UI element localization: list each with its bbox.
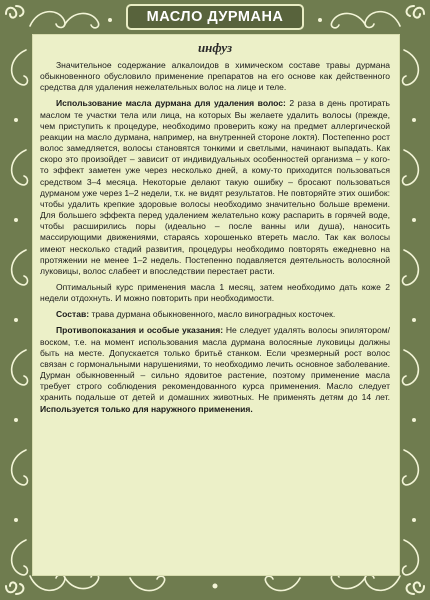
contraindications-paragraph (40, 325, 390, 414)
usage-paragraph (40, 98, 390, 277)
intro-paragraph (40, 60, 390, 93)
composition-paragraph (40, 309, 390, 320)
page-subtitle: инфуз (197, 40, 233, 55)
course-paragraph (40, 282, 390, 304)
page-title: МАСЛО ДУРМАНА (146, 9, 284, 25)
title-plate (126, 4, 304, 30)
intro-text: Значительное содержание алкалоидов в химическом составе травы дурмана обыкновенного обусловило применение препаратов на его основе как действенного средства для удаления нежелательных волос на лице и теле. (40, 60, 390, 93)
usage-heading: Использование масла дурмана для удаления волос: (56, 98, 286, 109)
contraindications-heading: Противопоказания и особые указания: (56, 325, 224, 336)
usage-text: 2 раза в день протирать маслом те участки тела или лица, на которых Вы желаете удалить волосы (прежде, чем приступить к процедуре, необходимо проверить кожу на предмет аллергической реакции на масло дурмана, например, на внутренней стороне локтя). Постепенно рост волос замедляется, волосы становятся тонкими и светлыми, начинают выпадать. Как скоро это произойдет – зависит от индивидуальных особенностей организма – у кого-то эффект заметен уже через несколько дней, а кому-то приходится пользоваться средством 3–4 месяца. Некоторые делают такую ошибку – бросают пользоваться дурманом уже через 1–2 недели, т.к. не видят результатов. Не повторяйте этих ошибок: чтобы удалить крепкие здоровые волосы необходимо значительно больше времени. Для большего эффекта перед удалением желательно кожу распарить в горячей воде, чтобы расширились поры (идеально – после ванны или душа), наносить массирующими движениями, стараясь хорошенько втереть масло. Так как волосы имеют несколько стадий развития, процедуры необходимо повторять ежедневно на протяжении не менее 1–2 недель. Постепенно подавляется деятельность волосяной луковицы, волос слабеет и впоследствии перестает расти. (40, 98, 390, 276)
external-use-note: Используется только для наружного применения. (40, 403, 253, 414)
composition-text: трава дурмана обыкновенного, масло виноградных косточек. (89, 309, 336, 320)
composition-heading: Состав: (56, 309, 90, 320)
contraindications-text: Не следует удалять волосы эпилятором/воском, т.е. на момент использования масла дурмана волосяные луковицы должны быть на месте. Допускается только бритьё станком. Если чрезмерный рост волос связан с гормональными нарушениями, то необходимо лечить основное заболевание. Дурман обыкновенный – сильно ядовитое растение, поэтому применение масла требует строго соблюдения рекомендованного курса применения. Масло следует хранить подальше от детей и домашних животных. Не применять детям до 14 лет. (40, 325, 390, 403)
course-text: Оптимальный курс применения масла 1 месяц, затем необходимо дать коже 2 недели отдохнуть. И можно повторить при необходимости. (40, 281, 390, 304)
document-body (40, 60, 390, 420)
